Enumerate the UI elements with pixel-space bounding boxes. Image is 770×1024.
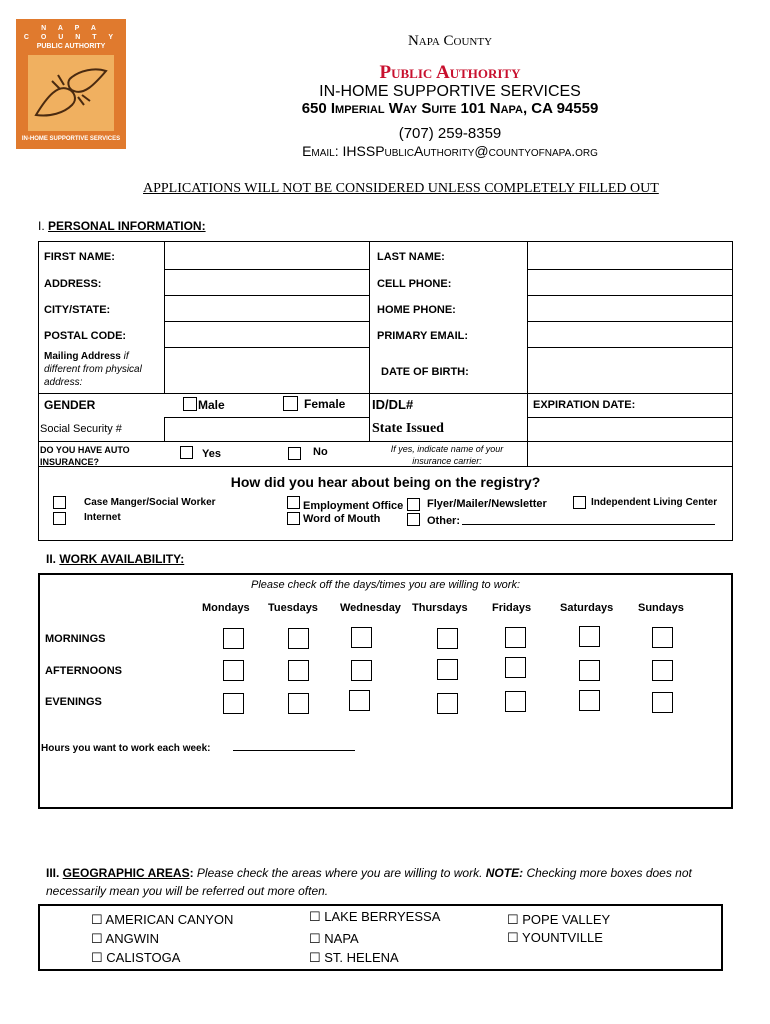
avail-sun-morning[interactable] xyxy=(652,627,673,648)
day-friday: Fridays xyxy=(492,602,532,614)
expiration-label: EXPIRATION DATE: xyxy=(533,399,636,411)
logo-county: C O U N T Y xyxy=(23,34,119,41)
avail-wed-afternoon[interactable] xyxy=(351,660,372,681)
insurance-no-checkbox[interactable] xyxy=(288,447,301,460)
avail-fri-morning[interactable] xyxy=(505,627,526,648)
state-issued-field[interactable] xyxy=(527,417,733,442)
day-thursday: Thursdays xyxy=(412,602,468,614)
avail-mon-afternoon[interactable] xyxy=(223,660,244,681)
word-of-mouth-label: Word of Mouth xyxy=(303,513,381,525)
avail-sat-evening[interactable] xyxy=(579,690,600,711)
word-of-mouth-checkbox[interactable] xyxy=(287,512,300,525)
area-napa[interactable]: ☐ NAPA xyxy=(309,931,359,946)
flyer-checkbox[interactable] xyxy=(407,498,420,511)
employment-office-label: Employment Office xyxy=(303,500,404,512)
city-state-label: CITY/STATE: xyxy=(44,304,111,316)
male-checkbox[interactable] xyxy=(183,397,197,411)
avail-mon-evening[interactable] xyxy=(223,693,244,714)
area-american-canyon[interactable]: ☐ AMERICAN CANYON xyxy=(91,912,234,927)
avail-sun-afternoon[interactable] xyxy=(652,660,673,681)
area-st-helena[interactable]: ☐ ST. HELENA xyxy=(309,950,399,965)
area-yountville[interactable]: ☐ YOUNTVILLE xyxy=(507,930,603,945)
auto-insurance-label: DO YOU HAVE AUTO INSURANCE? xyxy=(40,445,130,467)
home-phone-label: HOME PHONE: xyxy=(377,304,456,316)
avail-tue-afternoon[interactable] xyxy=(288,660,309,681)
avail-thu-afternoon[interactable] xyxy=(437,659,458,680)
avail-thu-evening[interactable] xyxy=(437,693,458,714)
office-address: 650 Imperial Way Suite 101 Napa, CA 94559 xyxy=(301,100,599,117)
day-saturday: Saturdays xyxy=(560,602,614,614)
completion-notice: APPLICATIONS WILL NOT BE CONSIDERED UNLESS COMPLETELY FILLED OUT xyxy=(143,181,659,196)
case-manager-label: Case Manger/Social Worker xyxy=(84,497,216,508)
avail-sat-afternoon[interactable] xyxy=(579,660,600,681)
section-personal-heading: I. PERSONAL INFORMATION: xyxy=(38,219,206,233)
first-name-field[interactable] xyxy=(164,241,370,270)
other-label: Other: xyxy=(427,515,460,527)
first-name-label: FIRST NAME: xyxy=(44,251,115,263)
gender-label: GENDER xyxy=(44,398,96,412)
address-label: ADDRESS: xyxy=(44,278,102,290)
flyer-label: Flyer/Mailer/Newsletter xyxy=(427,498,547,510)
hours-per-week-field[interactable] xyxy=(233,750,355,751)
case-manager-checkbox[interactable] xyxy=(53,496,66,509)
logo-hands-icon xyxy=(28,55,114,131)
postal-code-field[interactable] xyxy=(164,321,370,348)
dob-label: DATE OF BIRTH: xyxy=(381,366,469,378)
cell-phone-field[interactable] xyxy=(527,269,733,296)
male-label: Male xyxy=(198,398,225,412)
work-instruction: Please check off the days/times you are willing to work: xyxy=(250,579,520,591)
avail-fri-evening[interactable] xyxy=(505,691,526,712)
area-pope-valley[interactable]: ☐ POPE VALLEY xyxy=(507,912,611,927)
day-wednesday: Wednesday xyxy=(340,602,401,614)
county-name: Napa County xyxy=(407,33,493,49)
last-name-field[interactable] xyxy=(527,241,733,270)
day-tuesday: Tuesdays xyxy=(268,602,318,614)
mailing-address-label: Mailing Address if different from physical address: xyxy=(44,351,142,388)
independent-living-checkbox[interactable] xyxy=(573,496,586,509)
avail-tue-morning[interactable] xyxy=(288,628,309,649)
section-work-heading: II. WORK AVAILABILITY: xyxy=(46,552,185,566)
id-dl-label: ID/DL# xyxy=(372,397,414,412)
independent-living-label: Independent Living Center xyxy=(591,497,718,508)
divider xyxy=(38,466,733,467)
area-angwin[interactable]: ☐ ANGWIN xyxy=(91,931,159,946)
insurance-no-label: No xyxy=(313,446,328,458)
avail-sun-evening[interactable] xyxy=(652,692,673,713)
office-phone: (707) 259-8359 xyxy=(398,125,502,142)
city-state-field[interactable] xyxy=(164,295,370,322)
primary-email-field[interactable] xyxy=(527,321,733,348)
insurance-yes-checkbox[interactable] xyxy=(180,446,193,459)
insurance-yes-label: Yes xyxy=(202,448,221,460)
primary-email-label: PRIMARY EMAIL: xyxy=(377,330,469,342)
avail-thu-morning[interactable] xyxy=(437,628,458,649)
home-phone-field[interactable] xyxy=(527,295,733,322)
state-issued-label: State Issued xyxy=(372,421,444,436)
logo-public-authority: PUBLIC AUTHORITY xyxy=(36,43,106,50)
carrier-note: If yes, indicate name of your insurance carrier: xyxy=(390,444,504,466)
avail-sat-morning[interactable] xyxy=(579,626,600,647)
area-lake-berryessa[interactable]: ☐ LAKE BERRYESSA xyxy=(309,909,441,924)
other-field[interactable] xyxy=(462,524,715,525)
avail-fri-afternoon[interactable] xyxy=(505,657,526,678)
napa-county-logo xyxy=(16,19,126,149)
postal-code-label: POSTAL CODE: xyxy=(44,330,127,342)
logo-ihss: IN-HOME SUPPORTIVE SERVICES xyxy=(21,136,121,142)
logo-napa: N A P A xyxy=(41,25,101,32)
time-mornings: MORNINGS xyxy=(45,633,106,645)
time-afternoons: AFTERNOONS xyxy=(45,665,122,677)
avail-wed-evening[interactable] xyxy=(349,690,370,711)
avail-tue-evening[interactable] xyxy=(288,693,309,714)
employment-office-checkbox[interactable] xyxy=(287,496,300,509)
ssn-label: Social Security # xyxy=(40,423,122,435)
insurance-carrier-field[interactable] xyxy=(527,441,733,467)
time-evenings: EVENINGS xyxy=(45,696,102,708)
ssn-field[interactable] xyxy=(164,417,370,442)
dob-field[interactable] xyxy=(527,347,733,394)
day-sunday: Sundays xyxy=(638,602,684,614)
other-checkbox[interactable] xyxy=(407,513,420,526)
mailing-address-field[interactable] xyxy=(164,347,370,394)
day-monday: Mondays xyxy=(202,602,250,614)
avail-wed-morning[interactable] xyxy=(351,627,372,648)
divider xyxy=(369,393,370,418)
public-authority-title: Public Authority xyxy=(379,62,521,83)
cell-phone-label: CELL PHONE: xyxy=(377,278,452,290)
address-field[interactable] xyxy=(164,269,370,296)
internet-checkbox[interactable] xyxy=(53,512,66,525)
internet-label: Internet xyxy=(84,512,121,523)
last-name-label: LAST NAME: xyxy=(377,251,445,263)
avail-mon-morning[interactable] xyxy=(223,628,244,649)
area-calistoga[interactable]: ☐ CALISTOGA xyxy=(91,950,181,965)
office-email: Email: IHSSPublicAuthority@countyofnapa.org xyxy=(302,143,598,159)
female-checkbox[interactable] xyxy=(283,396,298,411)
referral-question: How did you hear about being on the registry? xyxy=(230,474,541,490)
services-title: IN-HOME SUPPORTIVE SERVICES xyxy=(319,83,581,100)
hours-per-week-label: Hours you want to work each week: xyxy=(41,743,211,754)
section-geo-heading: III. GEOGRAPHIC AREAS: Please check the areas where you are willing to work. NOTE: Checking more boxes does not necessarily mean you will be referred out more often. xyxy=(46,866,692,898)
female-label: Female xyxy=(304,397,346,411)
